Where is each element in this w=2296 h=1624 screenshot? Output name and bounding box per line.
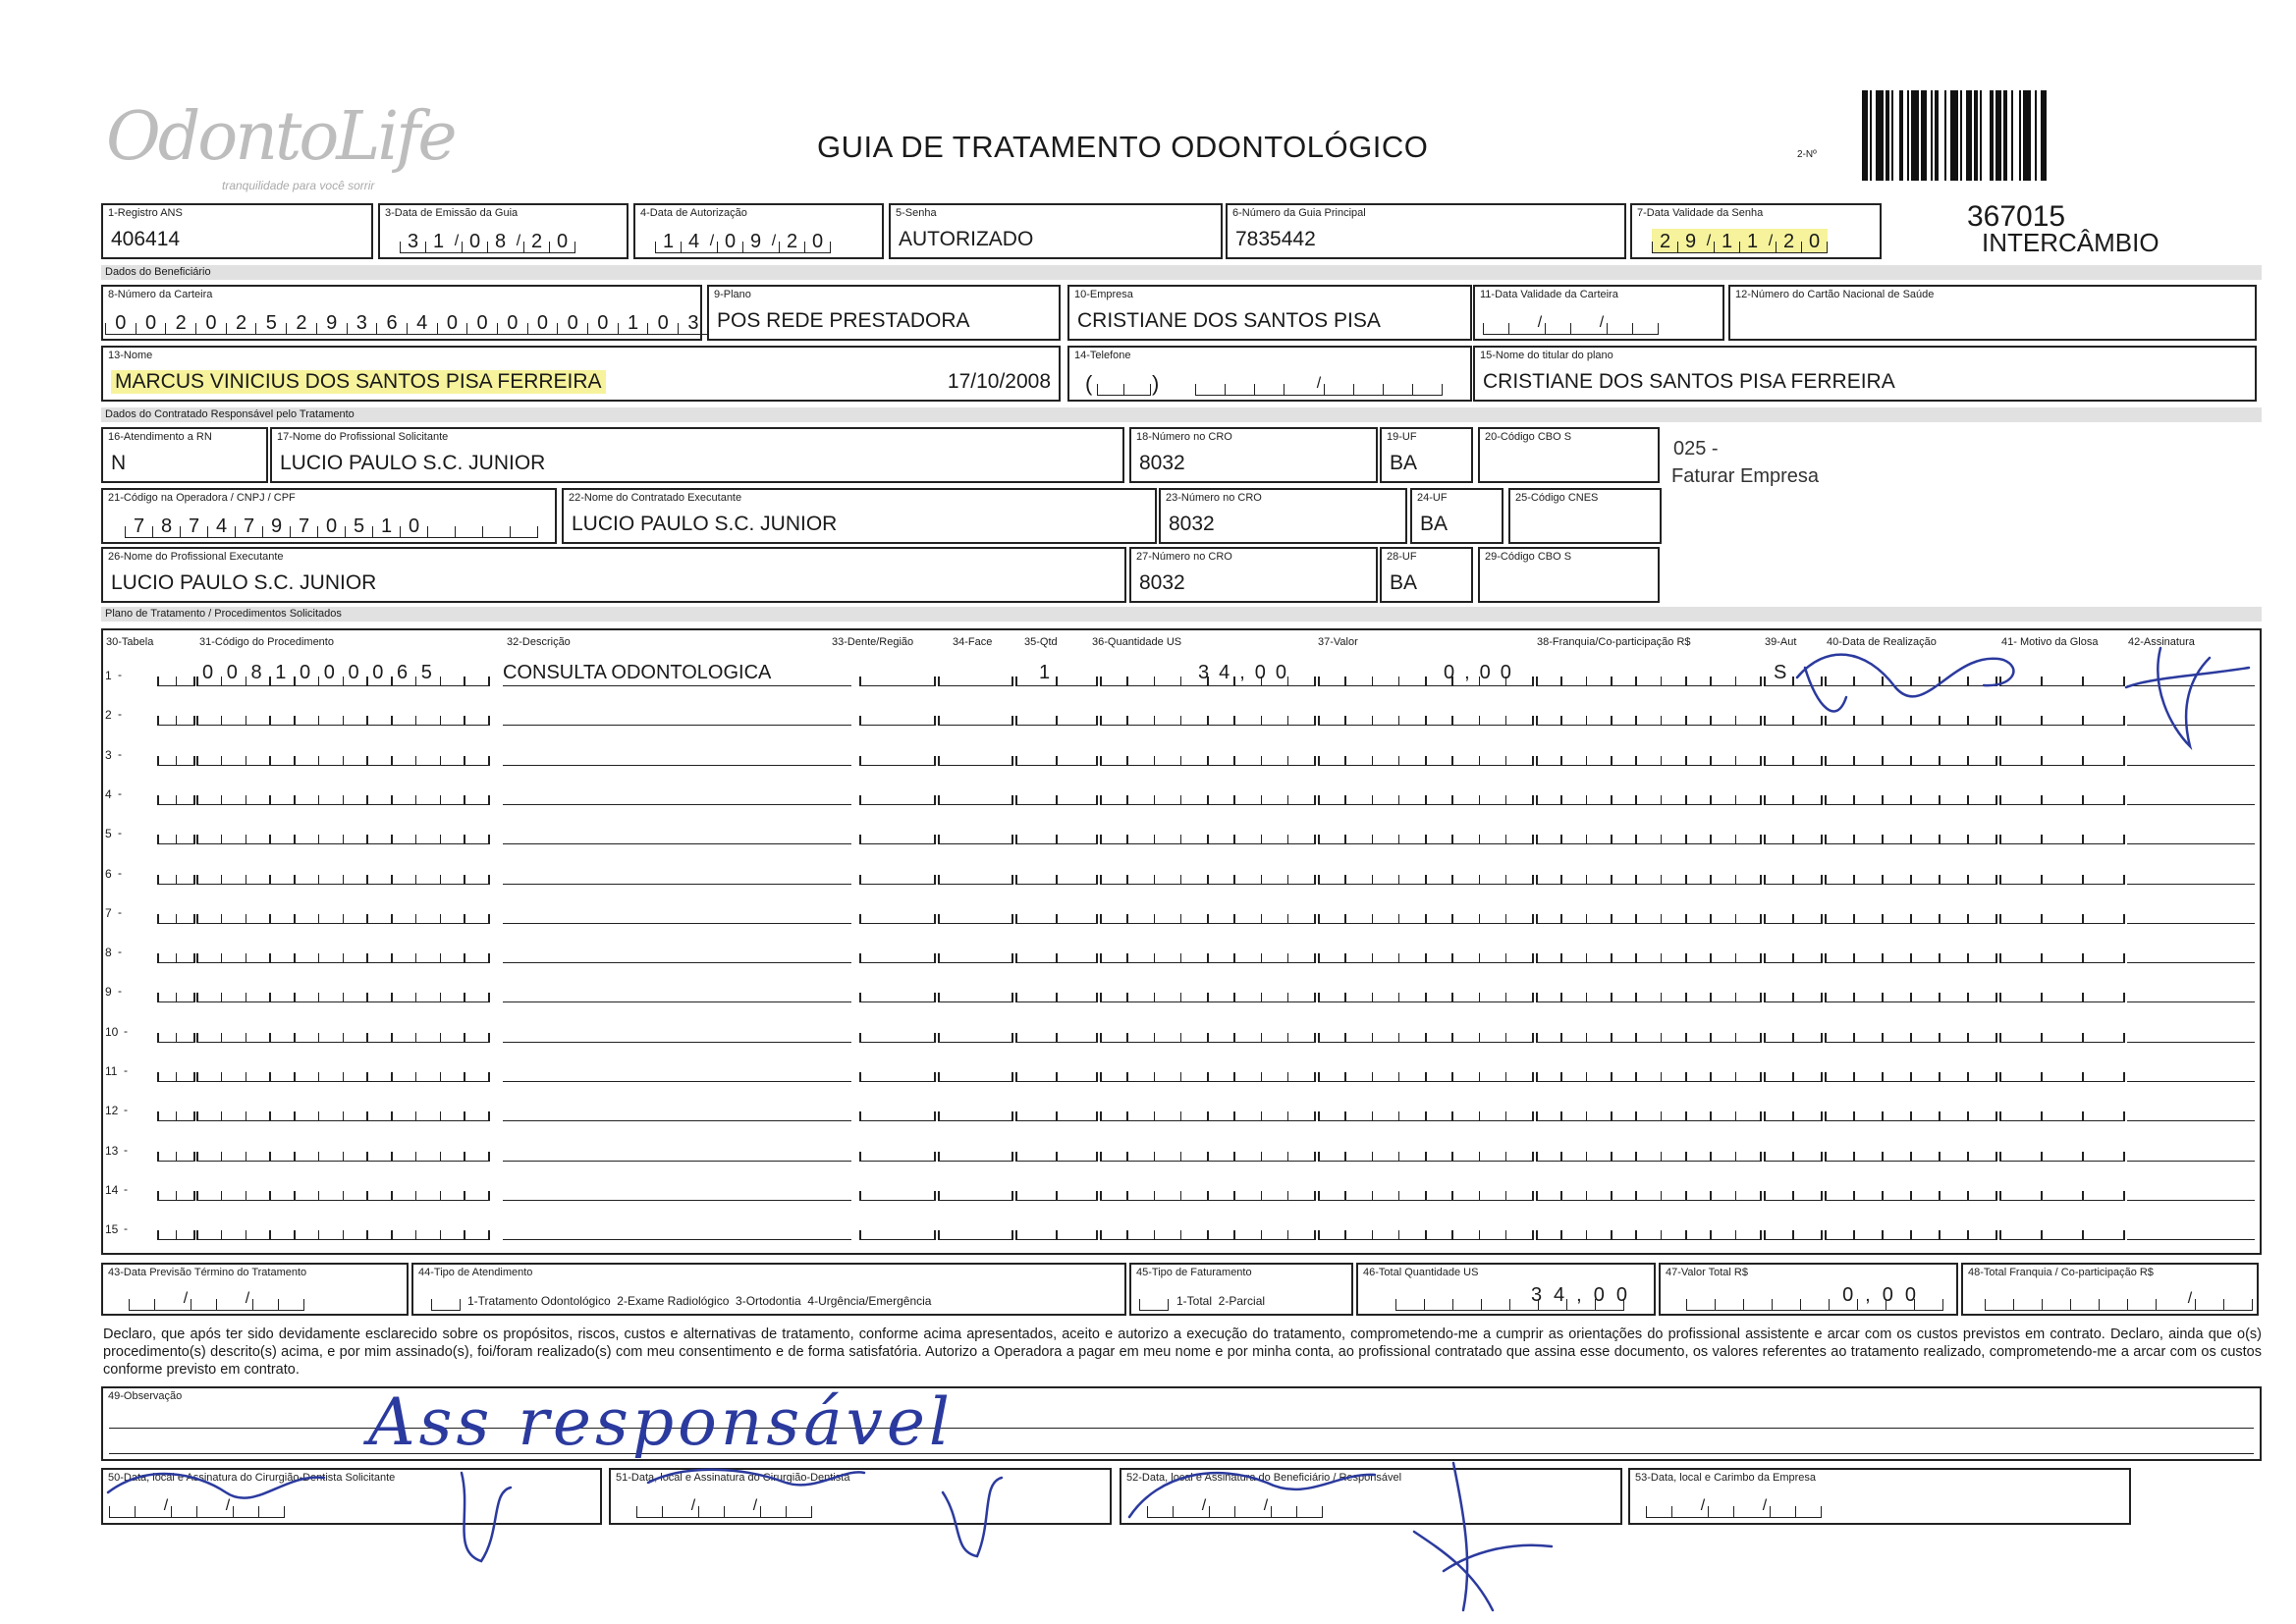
procedure-code-digit: 1 bbox=[275, 662, 287, 683]
digit-value: 7 bbox=[188, 515, 200, 537]
field-value: 8032 bbox=[1169, 513, 1215, 535]
declaration-text: Declaro, que após ter sido devidamente esclarecido sobre os propósitos, riscos, custos e alternativas de tratamento, conforme acima apresentados, aceito e autorizo a execução do tratamento, comprometendo-me a cumprir as orientações do profissional assistente e arcar com os custos previstos em contrato. Declaro, ainda que o(s) procedimento(s) descrito(s) acima, e por mim assinado(s), foi/foram realizado(s) com meu consentimento e de forma satisfatória. Autorizo a Operadora a pagar em meu nome e por minha conta, ao profissional contratado que assina esse documento, os valores referentes ao tratamento realizado, comprometendo-me a arcar com os custos conforme previsto em contrato. bbox=[103, 1326, 2262, 1378]
digit-value: 5 bbox=[265, 312, 277, 334]
logo-tagline: tranquilidade para você sorrir bbox=[222, 179, 375, 192]
digit-value: 1 bbox=[432, 231, 445, 252]
field-value: 34,00 bbox=[1530, 1284, 1639, 1306]
field-value: BA bbox=[1390, 452, 1418, 474]
digit-value: 0 bbox=[811, 231, 824, 252]
col-header-qtd: 35-Qtd bbox=[1024, 636, 1058, 648]
row-dash: - bbox=[124, 1103, 128, 1117]
row-dash: - bbox=[124, 1142, 128, 1157]
row-dash: - bbox=[124, 1181, 128, 1196]
col-header-dente: 33-Dente/Região bbox=[832, 636, 914, 648]
col-header-data-realizacao: 40-Data de Realização bbox=[1827, 636, 1937, 648]
nome-date: 17/10/2008 bbox=[947, 370, 1051, 393]
digit-value: 4 bbox=[215, 515, 228, 537]
field-label: 8-Número da Carteira bbox=[108, 289, 213, 300]
row-dash: - bbox=[118, 746, 122, 761]
field-value: CRISTIANE DOS SANTOS PISA FERREIRA bbox=[1483, 370, 1895, 393]
procedure-aut: S bbox=[1774, 662, 1787, 683]
digit-value: 0 bbox=[657, 312, 669, 334]
field-value: 8032 bbox=[1139, 452, 1185, 474]
row-dash: - bbox=[118, 904, 122, 919]
digit-value: 5 bbox=[353, 515, 365, 537]
digit-value: 3 bbox=[355, 312, 367, 334]
procedure-code-digit: 0 bbox=[348, 662, 359, 683]
ink-stroke bbox=[2126, 668, 2249, 687]
digit-value: 2 bbox=[530, 231, 543, 252]
row-number: 3 bbox=[105, 747, 112, 762]
digit-value: 0 bbox=[597, 312, 609, 334]
col-header-quantidade-us: 36-Quantidade US bbox=[1092, 636, 1182, 648]
digit-value: 0 bbox=[567, 312, 578, 334]
franquia-cells: / bbox=[1985, 1286, 2253, 1311]
digit-value: 1 bbox=[662, 231, 675, 252]
col-header-face: 34-Face bbox=[953, 636, 993, 648]
field-label: 49-Observação bbox=[108, 1390, 183, 1402]
procedure-code-digit: 8 bbox=[250, 662, 262, 683]
digit-value: 9 bbox=[326, 312, 338, 334]
field-label: 29-Código CBO S bbox=[1485, 551, 1572, 563]
field-value: 7835442 bbox=[1235, 228, 1316, 250]
ink-stroke bbox=[108, 1474, 324, 1498]
field-label: 15-Nome do titular do plano bbox=[1480, 350, 1613, 361]
field-label: 51-Data, local e Assinatura do Cirurgião-Dentista bbox=[616, 1472, 850, 1484]
date-cells: / / bbox=[1147, 1493, 1323, 1518]
field-label: 48-Total Franquia / Co-participação R$ bbox=[1968, 1267, 2154, 1278]
field-label: 46-Total Quantidade US bbox=[1363, 1267, 1479, 1278]
field-value: BA bbox=[1420, 513, 1449, 535]
phone-number-cells: / bbox=[1195, 371, 1443, 396]
digit-value: 8 bbox=[160, 515, 173, 537]
digit-value: 3 bbox=[687, 312, 699, 334]
digit-value: 4 bbox=[416, 312, 428, 334]
page-title: GUIA DE TRATAMENTO ODONTOLÓGICO bbox=[817, 130, 1429, 164]
digit-value: 1 bbox=[627, 312, 639, 334]
digit-value: 9 bbox=[749, 231, 762, 252]
field-options: 1-Tratamento Odontológico 2-Exame Radiológico 3-Ortodontia 4-Urgência/Emergência bbox=[467, 1294, 932, 1308]
field-label: 18-Número no CRO bbox=[1136, 431, 1232, 443]
ink-stroke bbox=[462, 1473, 511, 1561]
col-header-assinatura: 42-Assinatura bbox=[2128, 636, 2195, 648]
procedure-code-digit: 6 bbox=[397, 662, 409, 683]
row-dash: - bbox=[124, 1221, 128, 1236]
procedure-description: CONSULTA ODONTOLOGICA bbox=[503, 662, 772, 683]
digit-value: 0 bbox=[1808, 231, 1821, 252]
row-number: 10 bbox=[105, 1024, 119, 1039]
date-cells: / / bbox=[1646, 1493, 1822, 1518]
digit-value: 2 bbox=[1659, 231, 1671, 252]
digit-value: 2 bbox=[296, 312, 307, 334]
col-header-valor: 37-Valor bbox=[1318, 636, 1358, 648]
field-label: 44-Tipo de Atendimento bbox=[418, 1267, 533, 1278]
row-number: 15 bbox=[105, 1222, 119, 1237]
col-header-tabela: 30-Tabela bbox=[106, 636, 154, 648]
digit-value: 0 bbox=[556, 231, 569, 252]
ink-stroke bbox=[2158, 648, 2210, 746]
row-number: 8 bbox=[105, 946, 112, 960]
field-label: 12-Número do Cartão Nacional de Saúde bbox=[1735, 289, 1935, 300]
field-label: 24-UF bbox=[1417, 492, 1448, 504]
field-value: LUCIO PAULO S.C. JUNIOR bbox=[111, 571, 377, 594]
field-label: 26-Nome do Profissional Executante bbox=[108, 551, 284, 563]
digit-value: 0 bbox=[724, 231, 737, 252]
digit-value: 0 bbox=[115, 312, 127, 334]
digit-value: 8 bbox=[494, 231, 507, 252]
ink-stroke bbox=[1453, 1463, 1467, 1610]
field-label: 52-Data, local e Assinatura do Beneficiário / Responsável bbox=[1126, 1472, 1402, 1484]
procedure-code-digit: 5 bbox=[420, 662, 432, 683]
field-label: 43-Data Previsão Término do Tratamento bbox=[108, 1267, 307, 1278]
row-dash: - bbox=[118, 707, 122, 722]
row-number: 2 bbox=[105, 708, 112, 723]
field-label: 7-Data Validade da Senha bbox=[1637, 207, 1764, 219]
date-cells: / / bbox=[129, 1286, 304, 1311]
digit-value: 0 bbox=[408, 515, 420, 537]
digit-value: 9 bbox=[270, 515, 283, 537]
row-dash: - bbox=[124, 1063, 128, 1077]
procedure-us: 34,00 bbox=[1198, 662, 1297, 683]
phone-paren-close: ) bbox=[1152, 371, 1160, 396]
field-label: 6-Número da Guia Principal bbox=[1232, 207, 1366, 219]
section-beneficiario: Dados do Beneficiário bbox=[101, 265, 2262, 280]
field-value: N bbox=[111, 452, 127, 474]
row-dash: - bbox=[118, 668, 122, 681]
field-label: 47-Valor Total R$ bbox=[1666, 1267, 1748, 1278]
field-value: BA bbox=[1390, 571, 1418, 594]
ink-stroke bbox=[943, 1478, 1002, 1556]
field-value: 0,00 bbox=[1842, 1284, 1928, 1306]
procedure-code-digit: 0 bbox=[202, 662, 214, 683]
digit-value: 3 bbox=[407, 231, 419, 252]
row-number: 9 bbox=[105, 985, 112, 1000]
field-label: 53-Data, local e Carimbo da Empresa bbox=[1635, 1472, 1817, 1484]
row-number: 13 bbox=[105, 1143, 119, 1158]
field-value: LUCIO PAULO S.C. JUNIOR bbox=[280, 452, 546, 474]
col-header-descricao: 32-Descrição bbox=[507, 636, 571, 648]
field-value: MARCUS VINICIUS DOS SANTOS PISA FERREIRA bbox=[111, 370, 606, 394]
col-header-codigo: 31-Código do Procedimento bbox=[199, 636, 334, 648]
col-header-aut: 39-Aut bbox=[1765, 636, 1797, 648]
row-number: 11 bbox=[105, 1064, 118, 1078]
digit-value: 6 bbox=[386, 312, 398, 334]
field-label: 27-Número no CRO bbox=[1136, 551, 1232, 563]
row-number: 1 bbox=[105, 669, 112, 682]
row-number: 7 bbox=[105, 905, 112, 920]
procedure-code-digit: 0 bbox=[300, 662, 311, 683]
row-dash: - bbox=[124, 1023, 128, 1038]
field-label: 10-Empresa bbox=[1074, 289, 1133, 300]
digit-value: 2 bbox=[175, 312, 187, 334]
field-value: AUTORIZADO bbox=[899, 228, 1034, 250]
digit-value: 7 bbox=[298, 515, 310, 537]
date-cells: / / bbox=[1483, 310, 1659, 335]
guide-number-label: 2-Nº bbox=[1797, 149, 1817, 160]
logo-text: OdontoLife bbox=[106, 98, 455, 176]
date-cells: 3 1 / 0 8 / 2 0 bbox=[400, 229, 575, 253]
procedure-code-digit: 0 bbox=[226, 662, 238, 683]
guide-number: 367015 bbox=[1967, 200, 2066, 233]
side-note-code: 025 - bbox=[1673, 438, 1719, 460]
section-plano: Plano de Tratamento / Procedimentos Solicitados bbox=[101, 607, 2262, 622]
field-value: 406414 bbox=[111, 228, 181, 250]
field-label: 13-Nome bbox=[108, 350, 153, 361]
field-label: 16-Atendimento a RN bbox=[108, 431, 212, 443]
digit-value: 0 bbox=[446, 312, 458, 334]
ink-stroke bbox=[1797, 655, 2013, 697]
row-number: 6 bbox=[105, 866, 112, 881]
digit-value: 0 bbox=[325, 515, 338, 537]
field-label: 9-Plano bbox=[714, 289, 751, 300]
date-cells: / / bbox=[636, 1493, 812, 1518]
field-label: 50-Data, local e Assinatura do Cirurgião-Dentista Solicitante bbox=[108, 1472, 396, 1484]
guide-type: INTERCÂMBIO bbox=[1982, 228, 2159, 257]
row-number: 5 bbox=[105, 827, 112, 841]
row-dash: - bbox=[118, 826, 122, 840]
digit-value: 7 bbox=[243, 515, 255, 537]
field-label: 17-Nome do Profissional Solicitante bbox=[277, 431, 449, 443]
field-label: 3-Data de Emissão da Guia bbox=[385, 207, 519, 219]
phone-paren-open: ( bbox=[1085, 371, 1093, 396]
field-value: LUCIO PAULO S.C. JUNIOR bbox=[572, 513, 838, 535]
date-cells: 2 9 / 1 1 / 2 0 bbox=[1652, 229, 1828, 253]
observacao-handwriting: Ass responsável bbox=[368, 1384, 955, 1460]
row-number: 12 bbox=[105, 1104, 119, 1118]
field-options: 1-Total 2-Parcial bbox=[1176, 1294, 1266, 1308]
digit-value: 2 bbox=[1782, 231, 1795, 252]
digit-value: 0 bbox=[468, 231, 481, 252]
date-cells: 1 4 / 0 9 / 2 0 bbox=[655, 229, 831, 253]
col-header-franquia: 38-Franquia/Co-participação R$ bbox=[1537, 636, 1691, 648]
ink-stroke bbox=[1805, 668, 1846, 711]
field-label: 19-UF bbox=[1387, 431, 1417, 443]
row-number: 14 bbox=[105, 1182, 119, 1197]
digit-value: 9 bbox=[1684, 231, 1697, 252]
procedure-code-digit: 0 bbox=[372, 662, 384, 683]
field-label: 22-Nome do Contratado Executante bbox=[569, 492, 742, 504]
side-note-text: Faturar Empresa bbox=[1671, 465, 1820, 487]
field-label: 4-Data de Autorização bbox=[640, 207, 747, 219]
ink-stroke bbox=[648, 1470, 864, 1486]
digit-value: 7 bbox=[133, 515, 145, 537]
section-contratado: Dados do Contratado Responsável pelo Tratamento bbox=[101, 407, 2262, 422]
field-label: 23-Número no CRO bbox=[1166, 492, 1262, 504]
procedure-code-digit: 0 bbox=[323, 662, 335, 683]
digit-value: 1 bbox=[380, 515, 393, 537]
field-label: 5-Senha bbox=[896, 207, 937, 219]
digit-value: 1 bbox=[1721, 231, 1733, 252]
digit-value: 0 bbox=[144, 312, 157, 334]
field-value: 8032 bbox=[1139, 571, 1185, 594]
digit-value: 4 bbox=[687, 231, 700, 252]
row-dash: - bbox=[118, 785, 122, 800]
field-value: POS REDE PRESTADORA bbox=[717, 309, 970, 332]
digit-value: 0 bbox=[507, 312, 519, 334]
field-label: 14-Telefone bbox=[1074, 350, 1131, 361]
digit-value: 0 bbox=[536, 312, 549, 334]
field-label: 1-Registro ANS bbox=[108, 207, 183, 219]
ink-stroke bbox=[1414, 1532, 1493, 1610]
row-dash: - bbox=[118, 984, 122, 999]
ink-stroke bbox=[1129, 1473, 1375, 1517]
digit-value: 1 bbox=[1746, 231, 1759, 252]
row-dash: - bbox=[118, 865, 122, 880]
digit-value: 0 bbox=[205, 312, 217, 334]
procedure-valor: 0,00 bbox=[1444, 662, 1521, 683]
digit-value: 2 bbox=[786, 231, 798, 252]
row-dash: - bbox=[118, 945, 122, 959]
field-label: 21-Código na Operadora / CNPJ / CPF bbox=[108, 492, 296, 504]
field-label: 20-Código CBO S bbox=[1485, 431, 1572, 443]
field-label: 45-Tipo de Faturamento bbox=[1136, 1267, 1252, 1278]
digit-value: 2 bbox=[236, 312, 247, 334]
date-cells: / / bbox=[109, 1493, 285, 1518]
field-label: 28-UF bbox=[1387, 551, 1417, 563]
digit-value: 0 bbox=[476, 312, 488, 334]
procedure-qtd: 1 bbox=[1039, 662, 1051, 683]
row-number: 4 bbox=[105, 786, 112, 801]
field-label: 11-Data Validade da Carteira bbox=[1480, 289, 1618, 300]
field-value: CRISTIANE DOS SANTOS PISA bbox=[1077, 309, 1381, 332]
col-header-motivo-glosa: 41- Motivo da Glosa bbox=[2001, 636, 2099, 648]
field-label: 25-Código CNES bbox=[1515, 492, 1599, 504]
